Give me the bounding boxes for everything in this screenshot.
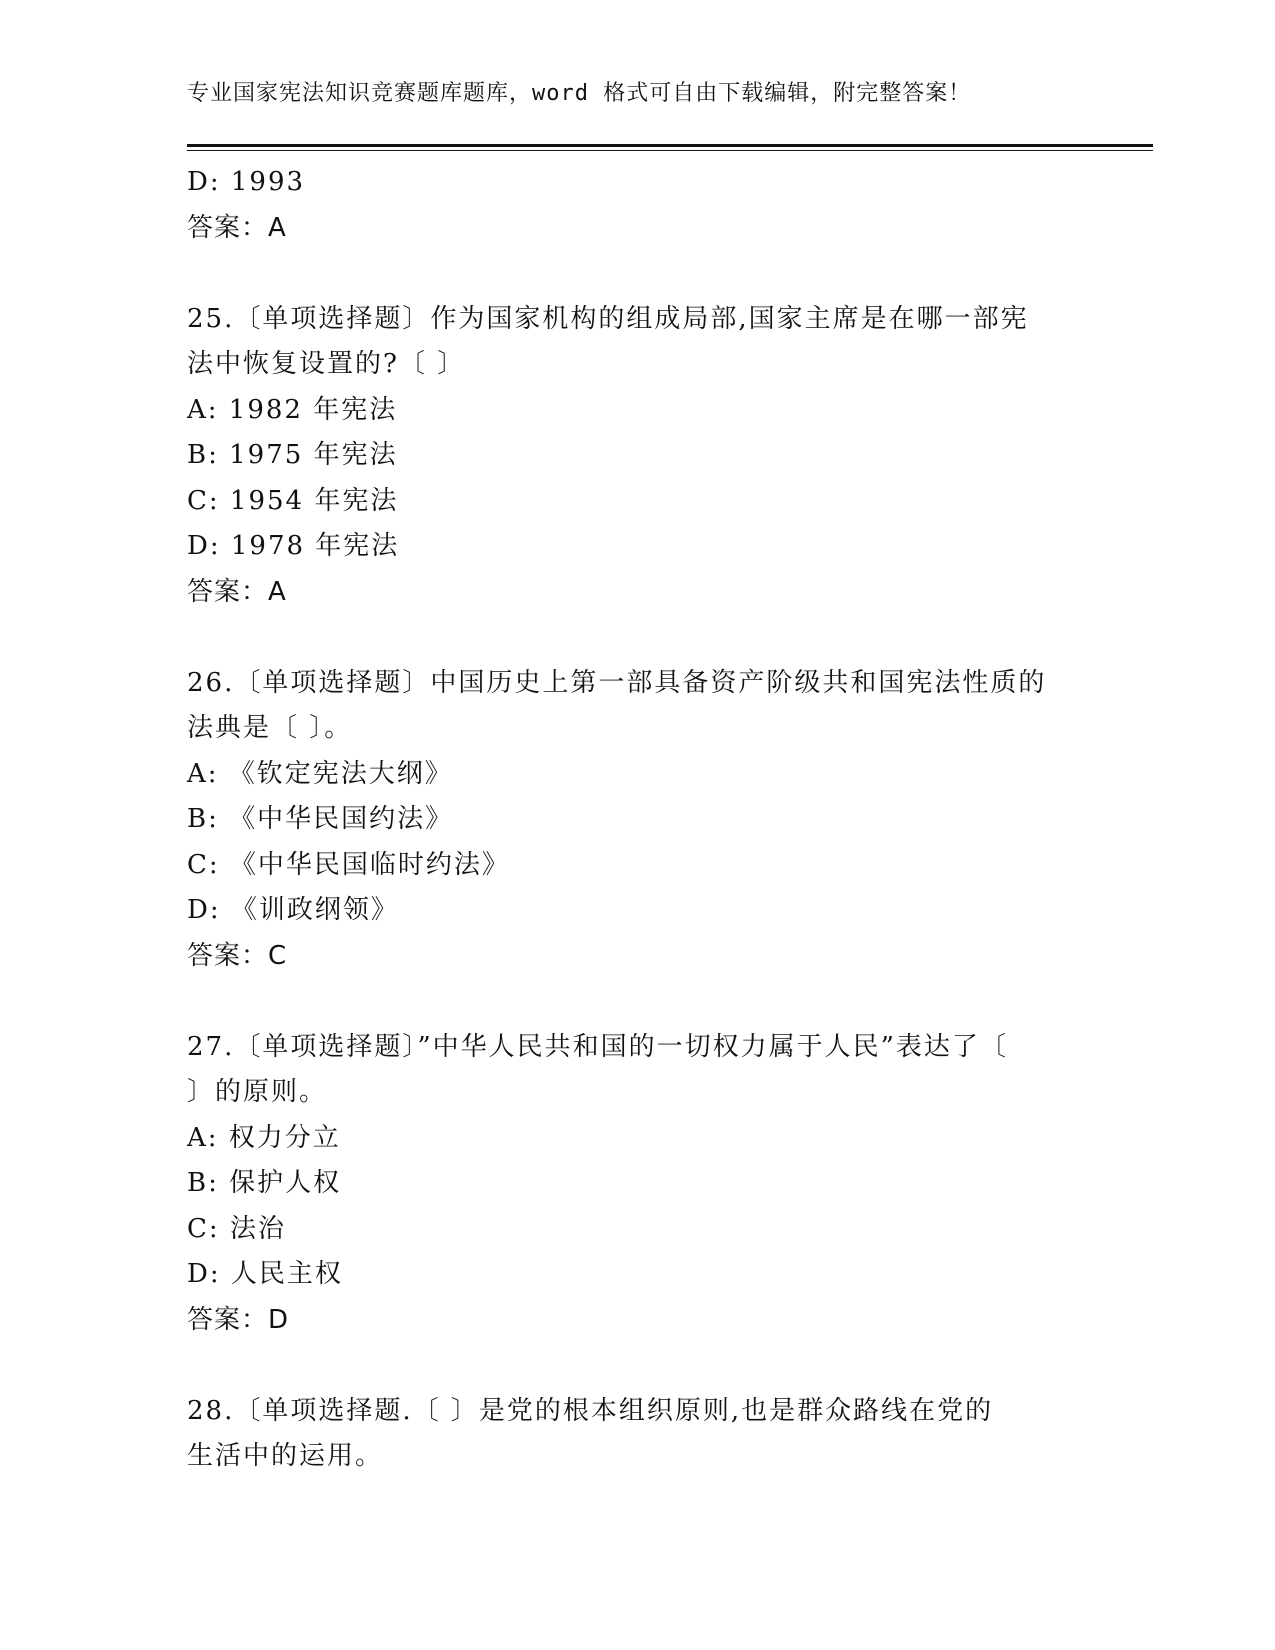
- answer: 答案：A: [187, 212, 287, 243]
- answer: 答案：C: [187, 940, 288, 971]
- question-27: [187, 1025, 1087, 1344]
- question-text: 法中恢复设置的?〔 〕: [187, 349, 466, 379]
- option-d: D: 1978 年宪法: [187, 531, 400, 561]
- question-text: 28.〔单项选择题.〔 〕是党的根本组织原则,也是群众路线在党的: [187, 1395, 994, 1426]
- question-25: [187, 297, 1087, 616]
- question-text: 生活中的运用。: [187, 1441, 384, 1471]
- header-rule-thin: [187, 150, 1153, 151]
- header-rule-thick: [187, 144, 1153, 147]
- option-b: B: 《中华民国约法》: [187, 804, 454, 834]
- option-c: C: 法治: [187, 1213, 286, 1244]
- page-header: 专业国家宪法知识竞赛题库题库，word 格式可自由下载编辑，附完整答案！: [187, 81, 972, 106]
- question-text: 26.〔单项选择题〕中国历史上第一部具备资产阶级共和国宪法性质的: [187, 667, 1047, 698]
- answer: 答案：D: [187, 1304, 290, 1335]
- option-c: C: 1954 年宪法: [187, 485, 399, 516]
- option-b: B: 保护人权: [187, 1168, 342, 1198]
- answer: 答案：A: [187, 576, 287, 607]
- question-26: [187, 661, 1087, 980]
- question-28: [187, 1389, 1087, 1480]
- option-d: D: 人民主权: [187, 1259, 343, 1289]
- question-text: 27.〔单项选择题〕”中华人民共和国的一切权力属于人民”表达了〔: [187, 1031, 1008, 1062]
- document-body: [187, 160, 1087, 1480]
- option-a: A: 1982 年宪法: [187, 394, 398, 425]
- option-d: D: 《训政纲领》: [187, 895, 399, 925]
- option-c: C: 《中华民国临时约法》: [187, 849, 510, 880]
- question-text: 法典是〔 〕。: [187, 713, 353, 743]
- option-a: A: 《钦定宪法大纲》: [187, 758, 453, 789]
- option-b: B: 1975 年宪法: [187, 440, 398, 470]
- option-a: A: 权力分立: [187, 1122, 341, 1153]
- question-text: 〕的原则。: [187, 1077, 328, 1107]
- question-text: 25.〔单项选择题〕作为国家机构的组成局部,国家主席是在哪一部宪: [187, 303, 1029, 334]
- option-d: D: 1993: [187, 167, 306, 197]
